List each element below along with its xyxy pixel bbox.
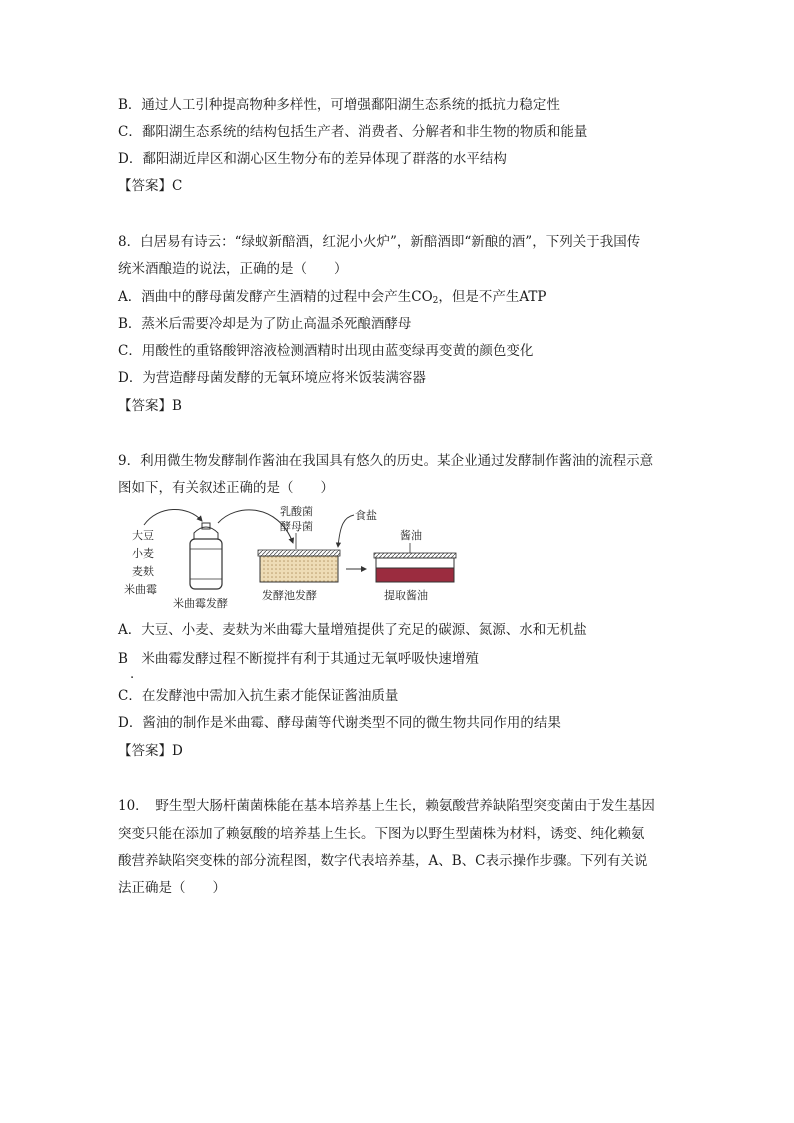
q9-option-b-dot: . <box>130 667 135 682</box>
soy-sauce-tank-icon <box>374 553 456 582</box>
salt-label: 食盐 <box>355 509 377 522</box>
q8-option-a-tail: ，但是不产生ATP <box>438 289 547 305</box>
step1-label: 米曲霉发酵 <box>173 597 228 610</box>
fermenter-vessel-icon <box>190 523 222 589</box>
q8-option-b: B．蒸米后需要冷却是为了防止高温杀死酿酒酵母 <box>118 316 412 332</box>
microbe-lactobacillus: 乳酸菌 <box>280 505 313 518</box>
q9-option-b: B 米曲霉发酵过程不断搅拌有利于其通过无氧呼吸快速增殖 <box>118 651 479 667</box>
q10-stem-line3: 酸营养缺陷突变株的部分流程图，数字代表培养基，A、B、C表示操作步骤。下列有关说 <box>118 853 648 869</box>
q10-stem-line2: 突变只能在添加了赖氨酸的培养基上生长。下图为以野生型菌株为材料，诱变、纯化赖氨 <box>118 826 645 842</box>
q9-option-c: C．在发酵池中需加入抗生素才能保证酱油质量 <box>118 688 399 704</box>
q9-stem-line1: 9．利用微生物发酵制作酱油在我国具有悠久的历史。某企业通过发酵制作酱油的流程示意 <box>118 453 654 469</box>
q8-option-c: C．用酸性的重铬酸钾溶液检测酒精时出现由蓝变绿再变黄的颜色变化 <box>118 343 534 359</box>
q8-option-a-text: A．酒曲中的酵母菌发酵产生酒精的过程中会产生CO <box>118 289 433 305</box>
q8-stem-line1: 8．白居易有诗云：“绿蚁新醅酒，红泥小火炉”，新醅酒即“新酿的酒”，下列关于我国传 <box>118 234 641 250</box>
material-aspergillus: 米曲霉 <box>124 583 157 596</box>
arrow-to-fermenter <box>144 509 202 525</box>
q8-stem-line2: 统米酒酿造的说法，正确的是（ ） <box>118 261 348 277</box>
q8-option-d: D．为营造酵母菌发酵的无氧环境应将米饭装满容器 <box>118 370 426 386</box>
q7-answer: 【答案】C <box>118 178 183 194</box>
q10-stem-line4: 法正确是（ ） <box>118 880 226 896</box>
fermentation-pool-icon <box>258 550 340 582</box>
material-wheat: 小麦 <box>132 547 154 560</box>
salt-arrow <box>338 515 354 547</box>
q10-stem-line1: 10． 野生型大肠杆菌菌株能在基本培养基上生长，赖氨酸营养缺陷型突变菌由于发生基因 <box>118 798 655 814</box>
q8-option-a-subscript: 2 <box>432 296 439 306</box>
microbe-yeast: 酵母菌 <box>280 520 313 533</box>
q8-option-a <box>118 288 547 310</box>
material-soybean: 大豆 <box>132 529 154 542</box>
q7-option-b: B．通过人工引种提高物种多样性，可增强鄱阳湖生态系统的抵抗力稳定性 <box>118 97 560 113</box>
q9-answer: 【答案】D <box>118 743 183 759</box>
q9-option-a: A．大豆、小麦、麦麸为米曲霉大量增殖提供了充足的碳源、氮源、水和无机盐 <box>118 622 587 638</box>
material-bran: 麦麸 <box>132 565 154 578</box>
soy-sauce-flow-diagram <box>118 503 463 613</box>
q8-answer: 【答案】B <box>118 398 182 414</box>
product-label: 酱油 <box>400 529 422 542</box>
q9-stem-line2: 图如下，有关叙述正确的是（ ） <box>118 480 334 496</box>
step3-label: 提取酱油 <box>384 589 428 602</box>
q9-option-d: D．酱油的制作是米曲霉、酵母菌等代谢类型不同的微生物共同作用的结果 <box>118 715 561 731</box>
step2-label: 发酵池发酵 <box>262 589 317 602</box>
q7-option-c: C．鄱阳湖生态系统的结构包括生产者、消费者、分解者和非生物的物质和能量 <box>118 124 588 140</box>
q7-option-d: D．鄱阳湖近岸区和湖心区生物分布的差异体现了群落的水平结构 <box>118 151 507 167</box>
